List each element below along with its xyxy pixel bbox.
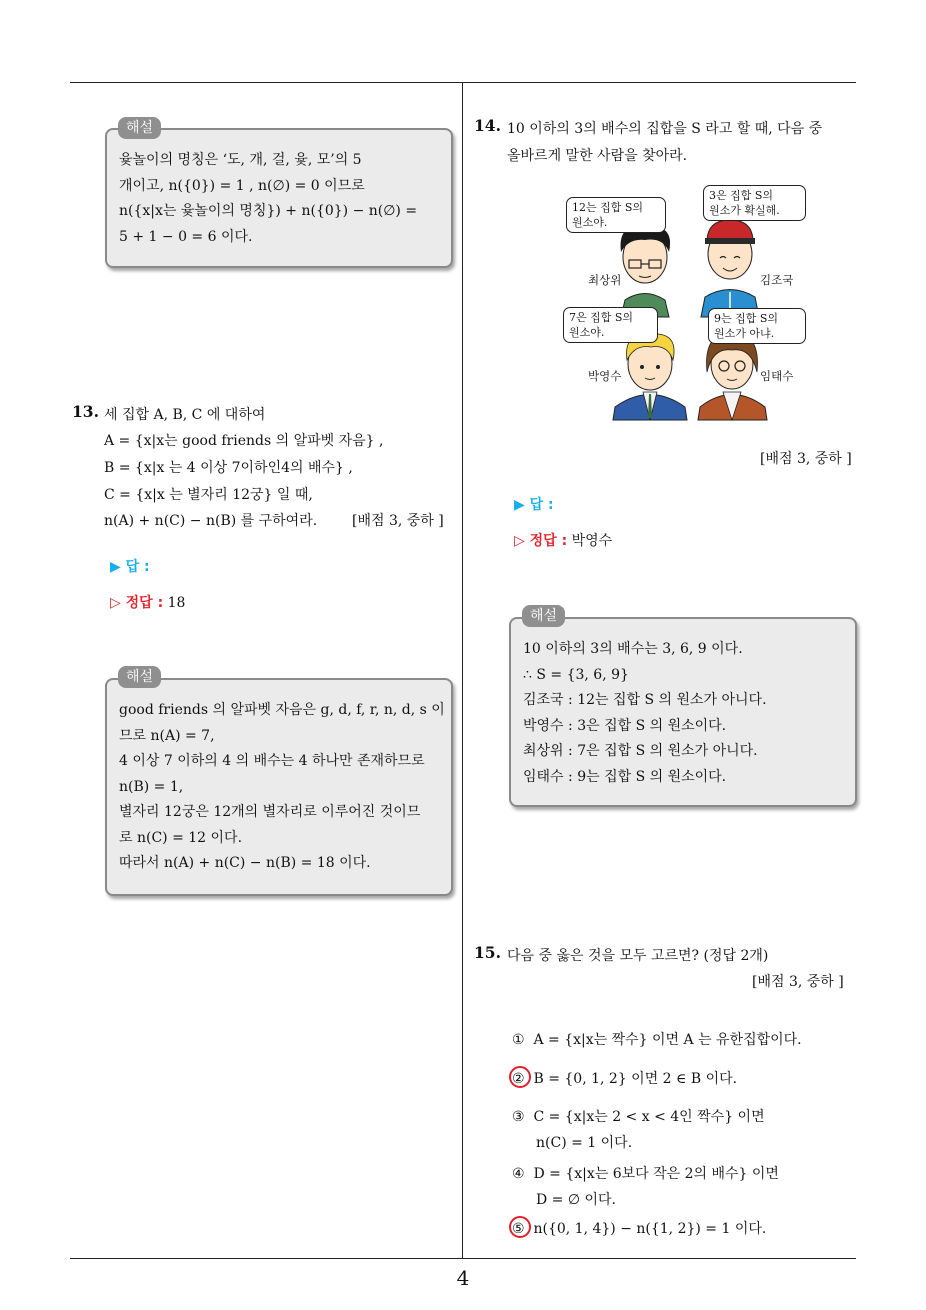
q14-correct: [514, 530, 612, 550]
name-kim: 김조국: [760, 273, 794, 287]
bubble-line: 3은 집합 S의: [709, 189, 774, 202]
solution-line: 김조국 : 12는 집합 S 의 원소가 아니다.: [523, 692, 767, 708]
solution-box-13: [105, 678, 453, 896]
q14-answer-label: ▶ 답 :: [514, 497, 554, 513]
solution-line: 4 이상 7 이하의 4 의 배수는 4 하나만 존재하므로: [119, 753, 425, 769]
solution-line: 5 + 1 − 0 = 6 이다.: [119, 228, 253, 245]
top-rule: [70, 82, 856, 83]
bubble-line: 원소가 확실해.: [709, 204, 780, 217]
option-text: n({0, 1, 4}) − n({1, 2}) = 1 이다.: [533, 1221, 767, 1237]
option-3[interactable]: [512, 1106, 765, 1126]
option-mark: ③: [512, 1109, 525, 1125]
bubble-line: 12는 집합 S의: [572, 201, 644, 214]
solution-line: 별자리 12궁은 12개의 별자리로 이루어진 것이므: [119, 804, 421, 820]
option-mark: ⑤: [512, 1221, 525, 1237]
bottom-rule: [70, 1258, 856, 1259]
solution-box-12: [105, 128, 453, 268]
bubble-line: 9는 집합 S의: [714, 312, 779, 325]
character-kim: [701, 220, 759, 317]
selected-circle-option-5: [509, 1216, 531, 1238]
correct-answer-label: ▷ 정답 :: [514, 533, 568, 549]
q13-line: n(A) + n(C) − n(B) 를 구하여라.: [104, 513, 318, 529]
character-park: [613, 334, 687, 420]
q15-intro: 다음 중 옳은 것을 모두 고르면? (정답 2개): [507, 948, 769, 964]
name-choi: 최상위: [588, 273, 622, 287]
solution-line: n({x|x는 윷놀이의 명칭}) + n({0}) − n(∅) =: [119, 203, 418, 219]
option-1[interactable]: [512, 1029, 802, 1049]
bubble-line: 원소가 아냐.: [714, 327, 775, 340]
solution-line: 최상위 : 7은 집합 S 의 원소가 아니다.: [523, 743, 758, 759]
q14-line: 10 이하의 3의 배수의 집합을 S 라고 할 때, 다음 중: [507, 121, 823, 137]
q13-intro: 세 집합 A, B, C 에 대하여: [104, 407, 266, 423]
solution-line: n(B) = 1,: [119, 778, 184, 795]
option-text: A = {x|x는 짝수} 이면 A 는 유한집합이다.: [533, 1032, 802, 1048]
option-mark: ②: [512, 1071, 525, 1087]
solution-tag: 해설: [522, 605, 565, 627]
correct-answer-value: 박영수: [571, 533, 613, 549]
character-lim: [698, 334, 767, 420]
solution-line: 므로 n(A) = 7,: [119, 727, 215, 744]
bubble-line: 원소야.: [569, 326, 605, 339]
q14-line: 올바르게 말한 사람을 찾아라.: [507, 148, 688, 164]
solution-line: ∴ S = {3, 6, 9}: [523, 666, 629, 683]
solution-line: good friends 의 알파벳 자음은 g, d, f, r, n, d, s 이: [119, 702, 445, 718]
name-park: 박영수: [588, 369, 622, 383]
solution-line: 10 이하의 3의 배수는 3, 6, 9 이다.: [523, 641, 743, 657]
character-choi: [621, 226, 671, 317]
option-text: D = {x|x는 6보다 작은 2의 배수} 이면: [533, 1166, 779, 1182]
q13-correct: [110, 592, 185, 612]
option-text: C = {x|x는 2 < x < 4인 짝수} 이면: [533, 1109, 765, 1125]
speech-bubble-choi: [566, 197, 666, 233]
question-number-14: 14.: [474, 116, 501, 135]
option-4[interactable]: [512, 1163, 779, 1183]
solution-tag: 해설: [118, 117, 161, 139]
speech-bubble-lim: [708, 308, 806, 344]
solution-line: 윷놀이의 명칭은 ‘도, 개, 걸, 윷, 모’의 5: [119, 152, 362, 168]
column-divider: [462, 83, 463, 1258]
solution-line: 개이고, n({0}) = 1 , n(∅) = 0 이므로: [119, 177, 365, 194]
question-number-15: 15.: [474, 943, 501, 962]
question-number-13: 13.: [72, 402, 99, 421]
solution-line: 따라서 n(A) + n(C) − n(B) = 18 이다.: [119, 855, 371, 871]
correct-answer-label: ▷ 정답 :: [110, 595, 164, 611]
option-2[interactable]: [512, 1068, 737, 1088]
option-5[interactable]: [512, 1218, 766, 1238]
selected-circle-option-2: [509, 1066, 531, 1088]
solution-tag: 해설: [118, 666, 161, 688]
option-mark: ①: [512, 1032, 525, 1048]
solution-line: 로 n(C) = 12 이다.: [119, 829, 243, 846]
option-text: B = {0, 1, 2} 이면 2 ∈ B 이다.: [533, 1071, 738, 1087]
option-3-line2: n(C) = 1 이다.: [536, 1135, 633, 1151]
q15-points: [배점 3, 중하 ]: [752, 974, 844, 990]
name-lim: 임태수: [760, 369, 794, 383]
q14-points: [배점 3, 중하 ]: [760, 451, 852, 467]
option-mark: ④: [512, 1166, 525, 1182]
correct-answer-value: 18: [167, 595, 186, 611]
q13-line: A = {x|x는 good friends 의 알파벳 자음} ,: [104, 433, 384, 449]
bubble-line: 원소야.: [572, 216, 608, 229]
q13-line: C = {x|x 는 별자리 12궁} 일 때,: [104, 487, 313, 503]
page-number: 4: [456, 1266, 470, 1290]
solution-line: 임태수 : 9는 집합 S 의 원소이다.: [523, 768, 727, 785]
option-4-line2: D = ∅ 이다.: [536, 1192, 616, 1208]
solution-box-14: [509, 617, 857, 807]
bubble-line: 7은 집합 S의: [569, 311, 634, 324]
speech-bubble-kim: [703, 185, 806, 221]
q13-answer-label: ▶ 답 :: [110, 559, 150, 575]
speech-bubble-park: [563, 307, 658, 343]
q13-points: [배점 3, 중하 ]: [352, 513, 444, 529]
q13-line: B = {x|x 는 4 이상 7이하인4의 배수} ,: [104, 460, 353, 476]
solution-line: 박영수 : 3은 집합 S 의 원소이다.: [523, 717, 727, 734]
